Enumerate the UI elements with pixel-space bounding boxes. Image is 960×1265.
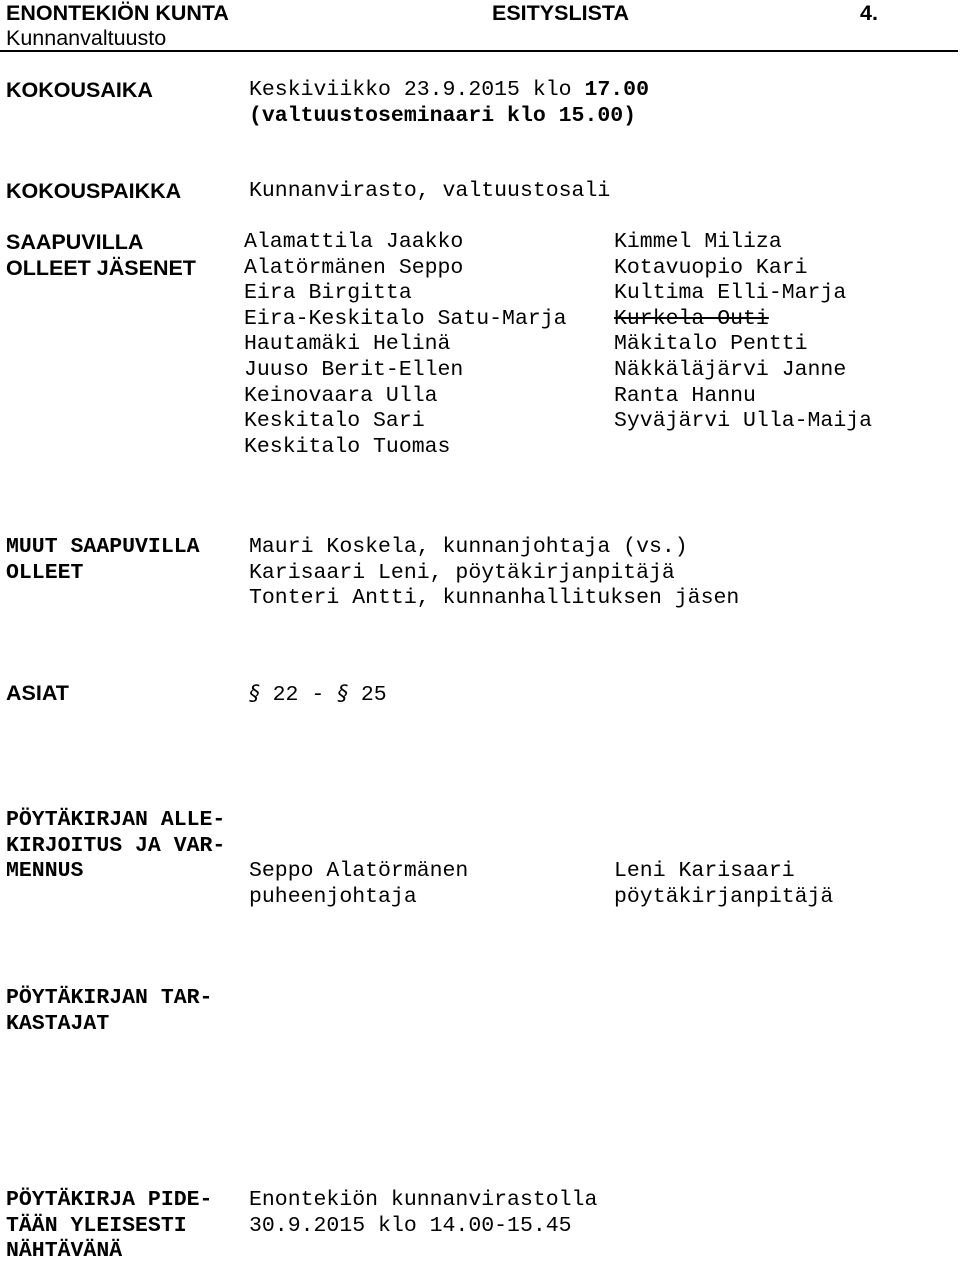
meeting-time-line1	[249, 78, 649, 104]
header-divider	[0, 50, 958, 52]
member-name: Keinovaara Ulla	[244, 383, 438, 408]
chair-role: puheenjohtaja	[249, 885, 417, 909]
member-name: Keskitalo Sari	[244, 409, 425, 434]
member-name: Alatörmänen Seppo	[244, 255, 464, 280]
secretary-role: pöytäkirjanpitäjä	[614, 885, 834, 909]
reviewers-label	[6, 986, 212, 1037]
public-display-label	[6, 1188, 212, 1265]
items-range	[249, 681, 387, 709]
member-name: Eira-Keskitalo Satu-Marja	[244, 306, 567, 331]
seminar-time: (valtuustoseminaari klo 15.00)	[249, 104, 637, 128]
meeting-time-label: KOKOUSAIKA	[6, 78, 153, 102]
member-name: Ranta Hannu	[614, 383, 756, 408]
public-display-place: Enontekiön kunnanvirastolla	[249, 1188, 598, 1212]
member-name-absent: Kurkela Outi	[614, 306, 769, 331]
items-from: 22	[272, 683, 299, 707]
chair-name: Seppo Alatörmänen	[249, 859, 469, 883]
other-person: Karisaari Leni, pöytäkirjanpitäjä	[249, 560, 675, 585]
meeting-date: Keskiviikko 23.9.2015 klo	[249, 78, 585, 102]
member-name: Mäkitalo Pentti	[614, 332, 808, 357]
member-name: Näkkäläjärvi Janne	[614, 357, 847, 382]
members-column-2	[614, 230, 872, 435]
member-name: Kultima Elli-Marja	[614, 281, 847, 306]
meeting-place-label: KOKOUSPAIKKA	[6, 179, 182, 203]
public-display-label-line: NÄHTÄVÄNÄ	[6, 1239, 123, 1264]
page-number: 4.	[860, 1, 878, 25]
items-label: ASIAT	[6, 681, 69, 705]
member-name: Syväjärvi Ulla-Maija	[614, 409, 873, 434]
others-label-line1: MUUT SAAPUVILLA	[6, 535, 200, 559]
public-display-label-line: PÖYTÄKIRJA PIDE-	[6, 1188, 213, 1212]
document-type: ESITYSLISTA	[492, 1, 629, 25]
signing-label-line: MENNUS	[6, 859, 84, 884]
section-sign-icon: §	[337, 681, 348, 706]
other-person: Tonteri Antti, kunnanhallituksen jäsen	[249, 586, 740, 611]
member-name: Eira Birgitta	[244, 281, 412, 306]
others-label-line2: OLLEET	[6, 561, 84, 585]
signing-label	[6, 808, 225, 885]
others-list	[249, 535, 739, 612]
section-sign-icon: §	[249, 681, 260, 706]
municipality-name: ENONTEKIÖN KUNTA	[6, 1, 229, 25]
secretary-name: Leni Karisaari	[614, 859, 795, 883]
public-display-time: 30.9.2015 klo 14.00-15.45	[249, 1214, 572, 1238]
other-person: Mauri Koskela, kunnanjohtaja (vs.)	[249, 535, 688, 559]
member-name: Alamattila Jaakko	[244, 230, 464, 254]
items-to: 25	[360, 683, 387, 707]
reviewers-label-line: PÖYTÄKIRJAN TAR-	[6, 986, 213, 1010]
signing-label-line: PÖYTÄKIRJAN ALLE-	[6, 808, 226, 832]
signing-label-line: KIRJOITUS JA VAR-	[6, 833, 226, 858]
meeting-start-time: 17.00	[584, 78, 649, 102]
public-display-label-line: TÄÄN YLEISESTI	[6, 1213, 187, 1238]
member-name: Kimmel Miliza	[614, 230, 782, 254]
reviewers-label-line: KASTAJAT	[6, 1011, 110, 1036]
member-name: Juuso Berit-Ellen	[244, 357, 464, 382]
members-column-1	[244, 230, 567, 460]
member-name: Kotavuopio Kari	[614, 255, 808, 280]
members-label-line2: OLLEET JÄSENET	[6, 256, 196, 280]
members-label-line1: SAAPUVILLA	[6, 230, 144, 254]
member-name: Keskitalo Tuomas	[244, 434, 451, 459]
member-name: Hautamäki Helinä	[244, 332, 451, 357]
meeting-place-value: Kunnanvirasto, valtuustosali	[249, 179, 611, 203]
governing-body: Kunnanvaltuusto	[6, 26, 167, 50]
items-dash: -	[311, 683, 325, 707]
